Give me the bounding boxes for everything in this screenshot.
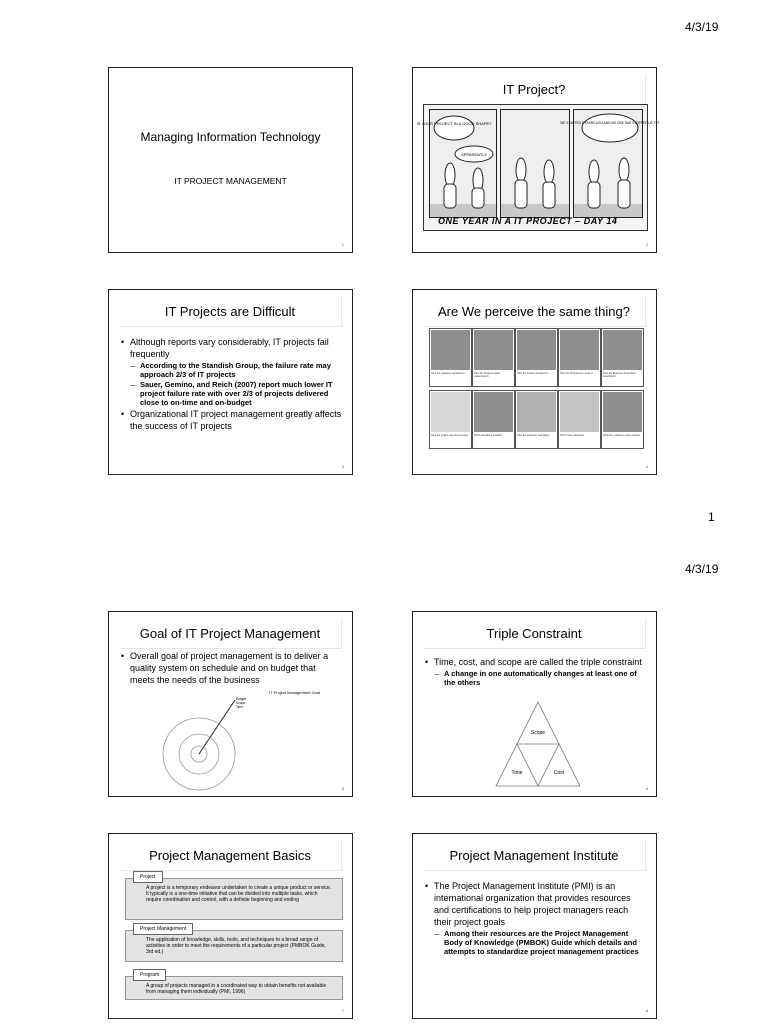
- slide-number: 2: [645, 242, 648, 247]
- bullet-item: • The Project Management Institute (PMI) is an international organization that provides resources and certifications to help project managers reach their project goals: [425, 881, 631, 927]
- slide-number: 1: [341, 242, 344, 247]
- slide-number: 4: [645, 464, 648, 469]
- triangle-scope-label: Scope: [530, 730, 546, 736]
- tree-swing-panel: What the customer really needed: [601, 390, 644, 449]
- page-1-number: 1: [708, 510, 715, 524]
- goal-label: Time: [236, 705, 243, 709]
- bullet-item: • Organizational IT project management greatly affects the success of IT projects: [121, 409, 342, 431]
- tree-swing-panel: How the customer explained it: [429, 328, 472, 387]
- page-1-date: 4/3/19: [685, 20, 719, 34]
- slide-title: Goal of IT Project Management: [119, 618, 342, 649]
- slide-6: [412, 611, 657, 797]
- slide-number: 5: [341, 786, 344, 791]
- tree-swing-panel: How it was supported: [558, 390, 601, 449]
- slide-3: [108, 289, 353, 475]
- triangle-cost-label: Cost: [553, 770, 565, 776]
- cartoon-panel-1: [416, 109, 497, 218]
- bubble-text-3: WE STARTED 5 YEARS AGO AND NO ONE HAS STOPPED US YET: [560, 121, 660, 125]
- pmb-section-program: A group of projects managed in a coordinated way to obtain benefits not available from managing them individually (PMI, 1996): [125, 976, 343, 1000]
- slide-number: 7: [341, 1008, 344, 1013]
- target-diagram: [159, 690, 339, 780]
- sub-bullet-item: – Among their resources are the Project Management Body of Knowledge (PMBOK) Guide which details and attempts to standardize project management practices: [435, 929, 639, 956]
- tree-swing-panel: How the Analyst designed it: [515, 328, 558, 387]
- cartoon-caption: ONE YEAR IN A IT PROJECT – DAY 14: [438, 216, 618, 226]
- tree-swing-panel: How the Business Consultant described it: [601, 328, 644, 387]
- slide-number: 6: [645, 786, 648, 791]
- pmb-section-project-management: The application of knowledge, skills, tools, and techniques to a broad range of activities in order to meet the requirements of a particular project (PMBOK Guide, 3rd ed.): [125, 930, 343, 962]
- tree-swing-panel: How the Project Leader understood it: [472, 328, 515, 387]
- slide-title: Are We perceive the same thing?: [423, 296, 646, 327]
- tree-swing-panel: How the customer was billed: [515, 390, 558, 449]
- slide-body: [425, 880, 646, 957]
- slide-4: [412, 289, 657, 475]
- slide-subtitle: IT PROJECT MANAGEMENT: [174, 176, 287, 186]
- slide-7: [108, 833, 353, 1019]
- cartoon-panel-3: [560, 109, 660, 218]
- slide-title: Project Management Institute: [423, 840, 646, 871]
- tree-swing-grid: [429, 328, 643, 448]
- slide-title: Project Management Basics: [119, 840, 342, 871]
- bubble-text-2: APPARENTLY: [461, 152, 487, 157]
- tree-swing-panel: What operations installed: [472, 390, 515, 449]
- cartoon-panel-2: [500, 109, 570, 218]
- triple-constraint-triangle: [493, 700, 583, 788]
- triangle-time-label: Time: [511, 770, 523, 776]
- goal-label: Budget: [236, 697, 247, 701]
- bullet-item: • Time, cost, and scope are called the triple constraint: [425, 657, 642, 667]
- slide-body: [121, 650, 342, 687]
- sub-bullet-item: – Sauer, Gemino, and Reich (2007) report much lower IT project failure rate with over 2/3 of projects delivered close to on-time and on-budget: [131, 380, 333, 407]
- slide-5: [108, 611, 353, 797]
- bullet-item: • Overall goal of project management is to deliver a quality system on schedule and on budget that meets the needs of the business: [121, 651, 329, 685]
- tree-swing-panel: How the Programmer wrote it: [558, 328, 601, 387]
- slide-8: [412, 833, 657, 1019]
- slide-title: Managing Information Technology: [140, 130, 321, 144]
- pmb-tab-program: Program: [133, 969, 166, 981]
- goal-label: Scope: [236, 701, 246, 705]
- slide-body: [121, 336, 342, 433]
- slide-2: [412, 67, 660, 253]
- slide-number: 3: [341, 464, 344, 469]
- bullet-item: • Although reports vary considerably, IT projects fail frequently: [121, 337, 329, 359]
- slide-body: [425, 656, 646, 688]
- tree-swing-panel: How the project was documented: [429, 390, 472, 449]
- slide-title: IT Project?: [423, 74, 646, 105]
- slide-number: 8: [645, 1008, 648, 1013]
- page-2-date: 4/3/19: [685, 562, 719, 576]
- slide-title: IT Projects are Difficult: [119, 296, 342, 327]
- slide-title: Triple Constraint: [423, 618, 646, 649]
- svg-text:WE STARTED 5 YEARS AGO AND NO: [560, 121, 659, 125]
- pmb-tab-project: Project: [133, 871, 163, 883]
- pmb-tab-project-management: Project Management: [133, 923, 193, 935]
- slide-1: [108, 67, 353, 253]
- diagram-title: IT Project Management Goal: [269, 690, 321, 695]
- sub-bullet-item: – According to the Standish Group, the failure rate may approach 2/3 of IT projects: [131, 361, 331, 379]
- cartoon-strip: [416, 104, 660, 231]
- bubble-text-1: IS YOUR PROJECT IN A GOOD SHAPE?: [416, 121, 492, 126]
- sub-bullet-item: – A change in one automatically changes at least one of the others: [435, 669, 637, 687]
- pmb-section-project: A project is a temporary endeavor undertaken to create a unique product or service. It typically is a one-time initiative that can be divided into multiple tasks, which require coordination and control, with a definite beginning and ending: [125, 878, 343, 920]
